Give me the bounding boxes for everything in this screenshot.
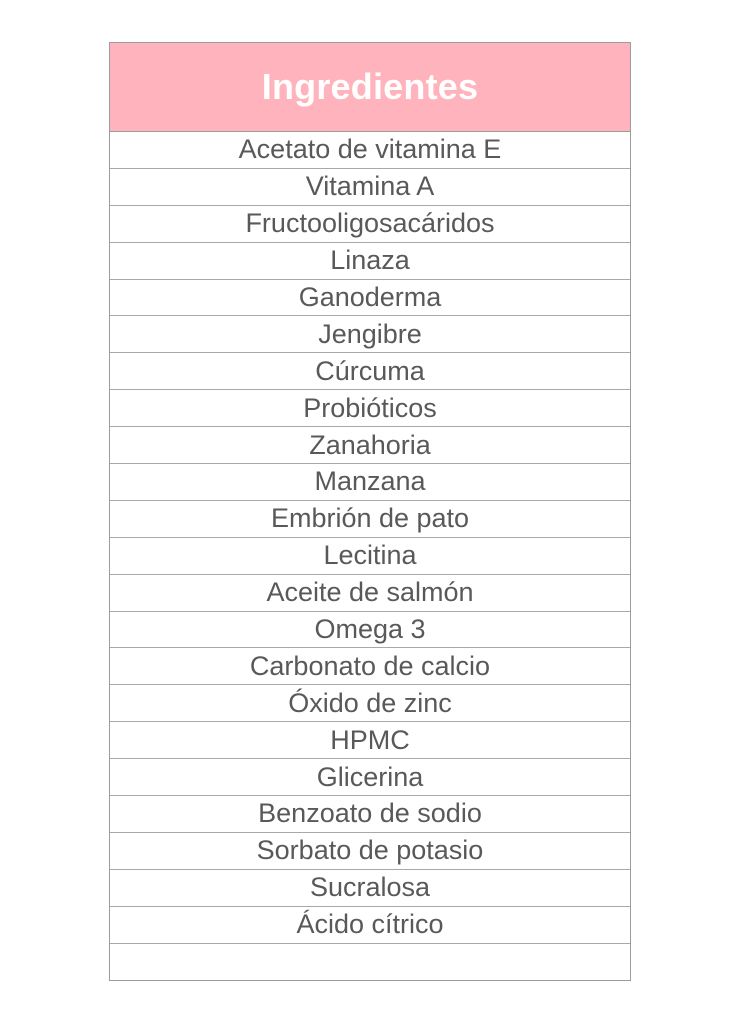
ingredient-row: Benzoato de sodio: [110, 796, 630, 833]
ingredient-row: HPMC: [110, 722, 630, 759]
ingredient-row: Glicerina: [110, 759, 630, 796]
ingredient-row: Probióticos: [110, 390, 630, 427]
ingredient-row: Sorbato de potasio: [110, 833, 630, 870]
ingredient-row: Embrión de pato: [110, 501, 630, 538]
empty-row: [110, 944, 630, 981]
ingredient-row: Sucralosa: [110, 870, 630, 907]
ingredient-row: Fructooligosacáridos: [110, 206, 630, 243]
ingredient-row: Aceite de salmón: [110, 575, 630, 612]
ingredients-table: [109, 42, 631, 981]
table-title: Ingredientes: [261, 66, 479, 107]
ingredient-row: Manzana: [110, 464, 630, 501]
ingredient-row: Ácido cítrico: [110, 907, 630, 944]
ingredient-row: Lecitina: [110, 538, 630, 575]
ingredient-row: Óxido de zinc: [110, 685, 630, 722]
table-header: [110, 43, 630, 132]
ingredients-list: [110, 132, 630, 980]
ingredient-row: Zanahoria: [110, 427, 630, 464]
ingredient-row: Omega 3: [110, 612, 630, 649]
ingredient-row: Linaza: [110, 243, 630, 280]
ingredient-row: Carbonato de calcio: [110, 648, 630, 685]
ingredient-row: Cúrcuma: [110, 353, 630, 390]
ingredient-row: Vitamina A: [110, 169, 630, 206]
ingredient-row: Acetato de vitamina E: [110, 132, 630, 169]
ingredient-row: Ganoderma: [110, 280, 630, 317]
ingredient-row: Jengibre: [110, 316, 630, 353]
